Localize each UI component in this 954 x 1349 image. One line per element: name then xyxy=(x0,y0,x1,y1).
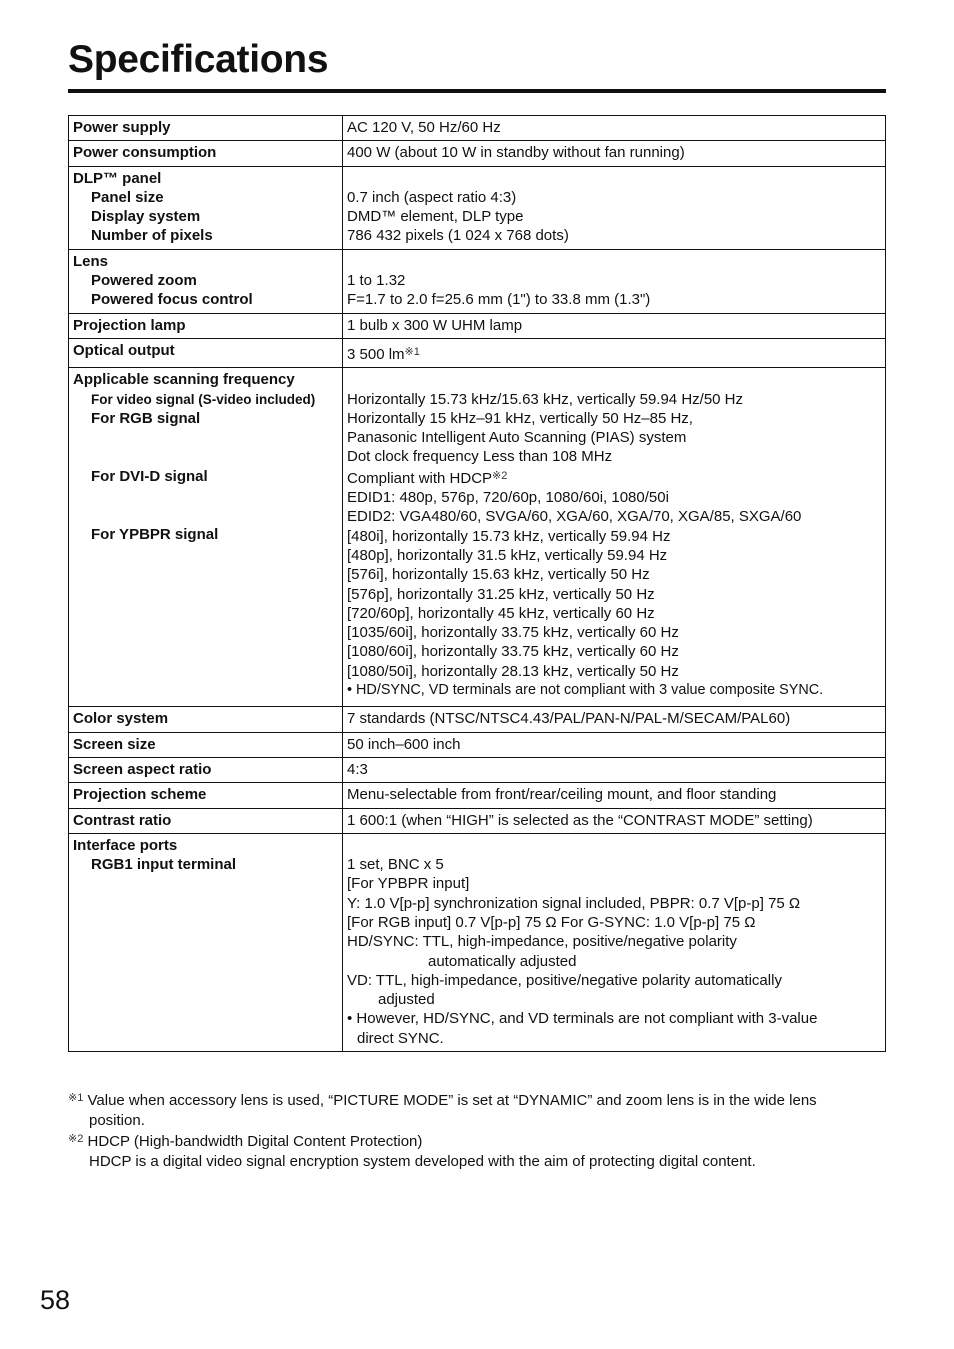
spec-label: Optical output xyxy=(69,338,343,367)
spec-value: adjusted xyxy=(378,991,435,1009)
spec-value: [1035/60i], horizontally 33.75 kHz, vertically 60 Hz xyxy=(347,624,679,642)
table-row xyxy=(69,116,886,141)
table-row xyxy=(69,141,886,166)
spec-value: Dot clock frequency Less than 108 MHz xyxy=(347,448,613,466)
title-rule xyxy=(68,89,886,93)
footnote-mark: ※2 xyxy=(68,1133,84,1145)
spec-sublabel: Number of pixels xyxy=(91,227,213,245)
spec-value: 1 600:1 (when “HIGH” is selected as the “CONTRAST MODE” setting) xyxy=(343,808,886,833)
table-row xyxy=(69,249,886,313)
spec-value: F=1.7 to 2.0 f=25.6 mm (1") to 33.8 mm (1.3") xyxy=(347,291,651,309)
spec-sublabel: RGB1 input terminal xyxy=(91,856,237,874)
spec-value: 1 to 1.32 xyxy=(347,272,406,290)
spec-value: EDID1: 480p, 576p, 720/60p, 1080/60i, 1080/50i xyxy=(347,489,669,507)
spec-label: Power consumption xyxy=(69,141,343,166)
spec-value: DMD™ element, DLP type xyxy=(347,208,524,226)
table-row xyxy=(69,833,886,1051)
spec-table xyxy=(68,115,886,1052)
spec-sublabel: Powered zoom xyxy=(91,272,197,290)
page-number: 58 xyxy=(40,1285,71,1315)
spec-value: Compliant with HDCP xyxy=(347,469,493,487)
spec-value: 7 standards (NTSC/NTSC4.43/PAL/PAN-N/PAL-M/SECAM/PAL60) xyxy=(343,707,886,732)
spec-value: Menu-selectable from front/rear/ceiling mount, and floor standing xyxy=(343,783,886,808)
spec-note: • HD/SYNC, VD terminals are not compliant with 3 value composite SYNC. xyxy=(347,682,824,699)
spec-note: direct SYNC. xyxy=(357,1029,444,1047)
page-title: Specifications xyxy=(68,38,329,81)
spec-value: automatically adjusted xyxy=(428,952,577,970)
table-row xyxy=(69,707,886,732)
footnote-text: HDCP is a digital video signal encryption system developed with the aim of protecting digital content. xyxy=(89,1152,756,1170)
spec-value: [For YPBPR input] xyxy=(347,875,470,893)
spec-sublabel: For RGB signal xyxy=(91,409,201,427)
spec-value: AC 120 V, 50 Hz/60 Hz xyxy=(343,116,886,141)
table-row xyxy=(69,338,886,367)
footnote-text: Value when accessory lens is used, “PICTURE MODE” is set at “DYNAMIC” and zoom lens is in the wide lens xyxy=(87,1092,817,1109)
table-row xyxy=(69,368,886,707)
spec-value: Panasonic Intelligent Auto Scanning (PIAS) system xyxy=(347,429,687,447)
table-row xyxy=(69,313,886,338)
spec-value: [1080/60i], horizontally 33.75 kHz, vertically 60 Hz xyxy=(347,643,679,661)
footnote-mark: ※1 xyxy=(68,1092,84,1104)
spec-sublabel: Display system xyxy=(91,208,201,226)
spec-value: [480p], horizontally 31.5 kHz, vertically 59.94 Hz xyxy=(347,546,668,564)
table-row xyxy=(69,732,886,757)
spec-value: 3 500 lm xyxy=(347,345,405,363)
spec-value: HD/SYNC: TTL, high-impedance, positive/negative polarity xyxy=(347,933,737,951)
spec-value: [576i], horizontally 15.63 kHz, vertically 50 Hz xyxy=(347,566,650,584)
spec-value: Y: 1.0 V[p-p] synchronization signal included, PBPR: 0.7 V[p-p] 75 Ω xyxy=(347,894,801,912)
spec-value: 786 432 pixels (1 024 x 768 dots) xyxy=(347,227,569,245)
table-row xyxy=(69,757,886,782)
spec-value: 1 set, BNC x 5 xyxy=(347,856,444,874)
spec-value: [480i], horizontally 15.73 kHz, vertically 59.94 Hz xyxy=(347,527,671,545)
spec-sublabel: For video signal (S-video included) xyxy=(91,391,316,407)
spec-label: Screen size xyxy=(69,732,343,757)
spec-label: Interface ports xyxy=(73,836,178,854)
spec-label: Projection scheme xyxy=(69,783,343,808)
spec-label: Lens xyxy=(73,252,109,270)
spec-label: Contrast ratio xyxy=(69,808,343,833)
spec-value: [1080/50i], horizontally 28.13 kHz, vertically 50 Hz xyxy=(347,662,679,680)
spec-value: 50 inch–600 inch xyxy=(343,732,886,757)
footnote-text: HDCP (High-bandwidth Digital Content Protection) xyxy=(87,1133,423,1150)
spec-sublabel: Powered focus control xyxy=(91,291,253,309)
spec-value: [For RGB input] 0.7 V[p-p] 75 Ω For G-SYNC: 1.0 V[p-p] 75 Ω xyxy=(347,913,756,931)
spec-value: 4:3 xyxy=(343,757,886,782)
table-row xyxy=(69,783,886,808)
spec-value: Horizontally 15.73 kHz/15.63 kHz, vertically 59.94 Hz/50 Hz xyxy=(347,390,744,408)
spec-sublabel: For DVI-D signal xyxy=(91,467,208,485)
table-row xyxy=(69,166,886,249)
spec-label: Power supply xyxy=(69,116,343,141)
spec-value: [720/60p], horizontally 45 kHz, vertically 60 Hz xyxy=(347,604,655,622)
footnotes xyxy=(68,1089,898,1171)
spec-label: Screen aspect ratio xyxy=(69,757,343,782)
spec-label: Color system xyxy=(69,707,343,732)
spec-value: EDID2: VGA480/60, SVGA/60, XGA/60, XGA/70, XGA/85, SXGA/60 xyxy=(347,508,802,526)
table-row xyxy=(69,808,886,833)
footnote-text: position. xyxy=(89,1111,145,1129)
spec-value: 1 bulb x 300 W UHM lamp xyxy=(343,313,886,338)
spec-value: VD: TTL, high-impedance, positive/negative polarity automatically xyxy=(347,971,782,989)
spec-sublabel: For YPBPR signal xyxy=(91,525,219,543)
spec-value: 400 W (about 10 W in standby without fan running) xyxy=(343,141,886,166)
spec-note: • However, HD/SYNC, and VD terminals are not compliant with 3-value xyxy=(347,1010,818,1028)
footnote-ref: ※1 xyxy=(404,345,420,358)
spec-label: Projection lamp xyxy=(69,313,343,338)
spec-value: Horizontally 15 kHz–91 kHz, vertically 50 Hz–85 Hz, xyxy=(347,409,693,427)
spec-value: 0.7 inch (aspect ratio 4:3) xyxy=(347,188,517,206)
spec-label: Applicable scanning frequency xyxy=(73,371,295,389)
spec-sublabel: Panel size xyxy=(91,188,164,206)
footnote-ref: ※2 xyxy=(492,469,508,482)
spec-label: DLP™ panel xyxy=(73,169,162,187)
spec-value: [576p], horizontally 31.25 kHz, vertically 50 Hz xyxy=(347,585,655,603)
